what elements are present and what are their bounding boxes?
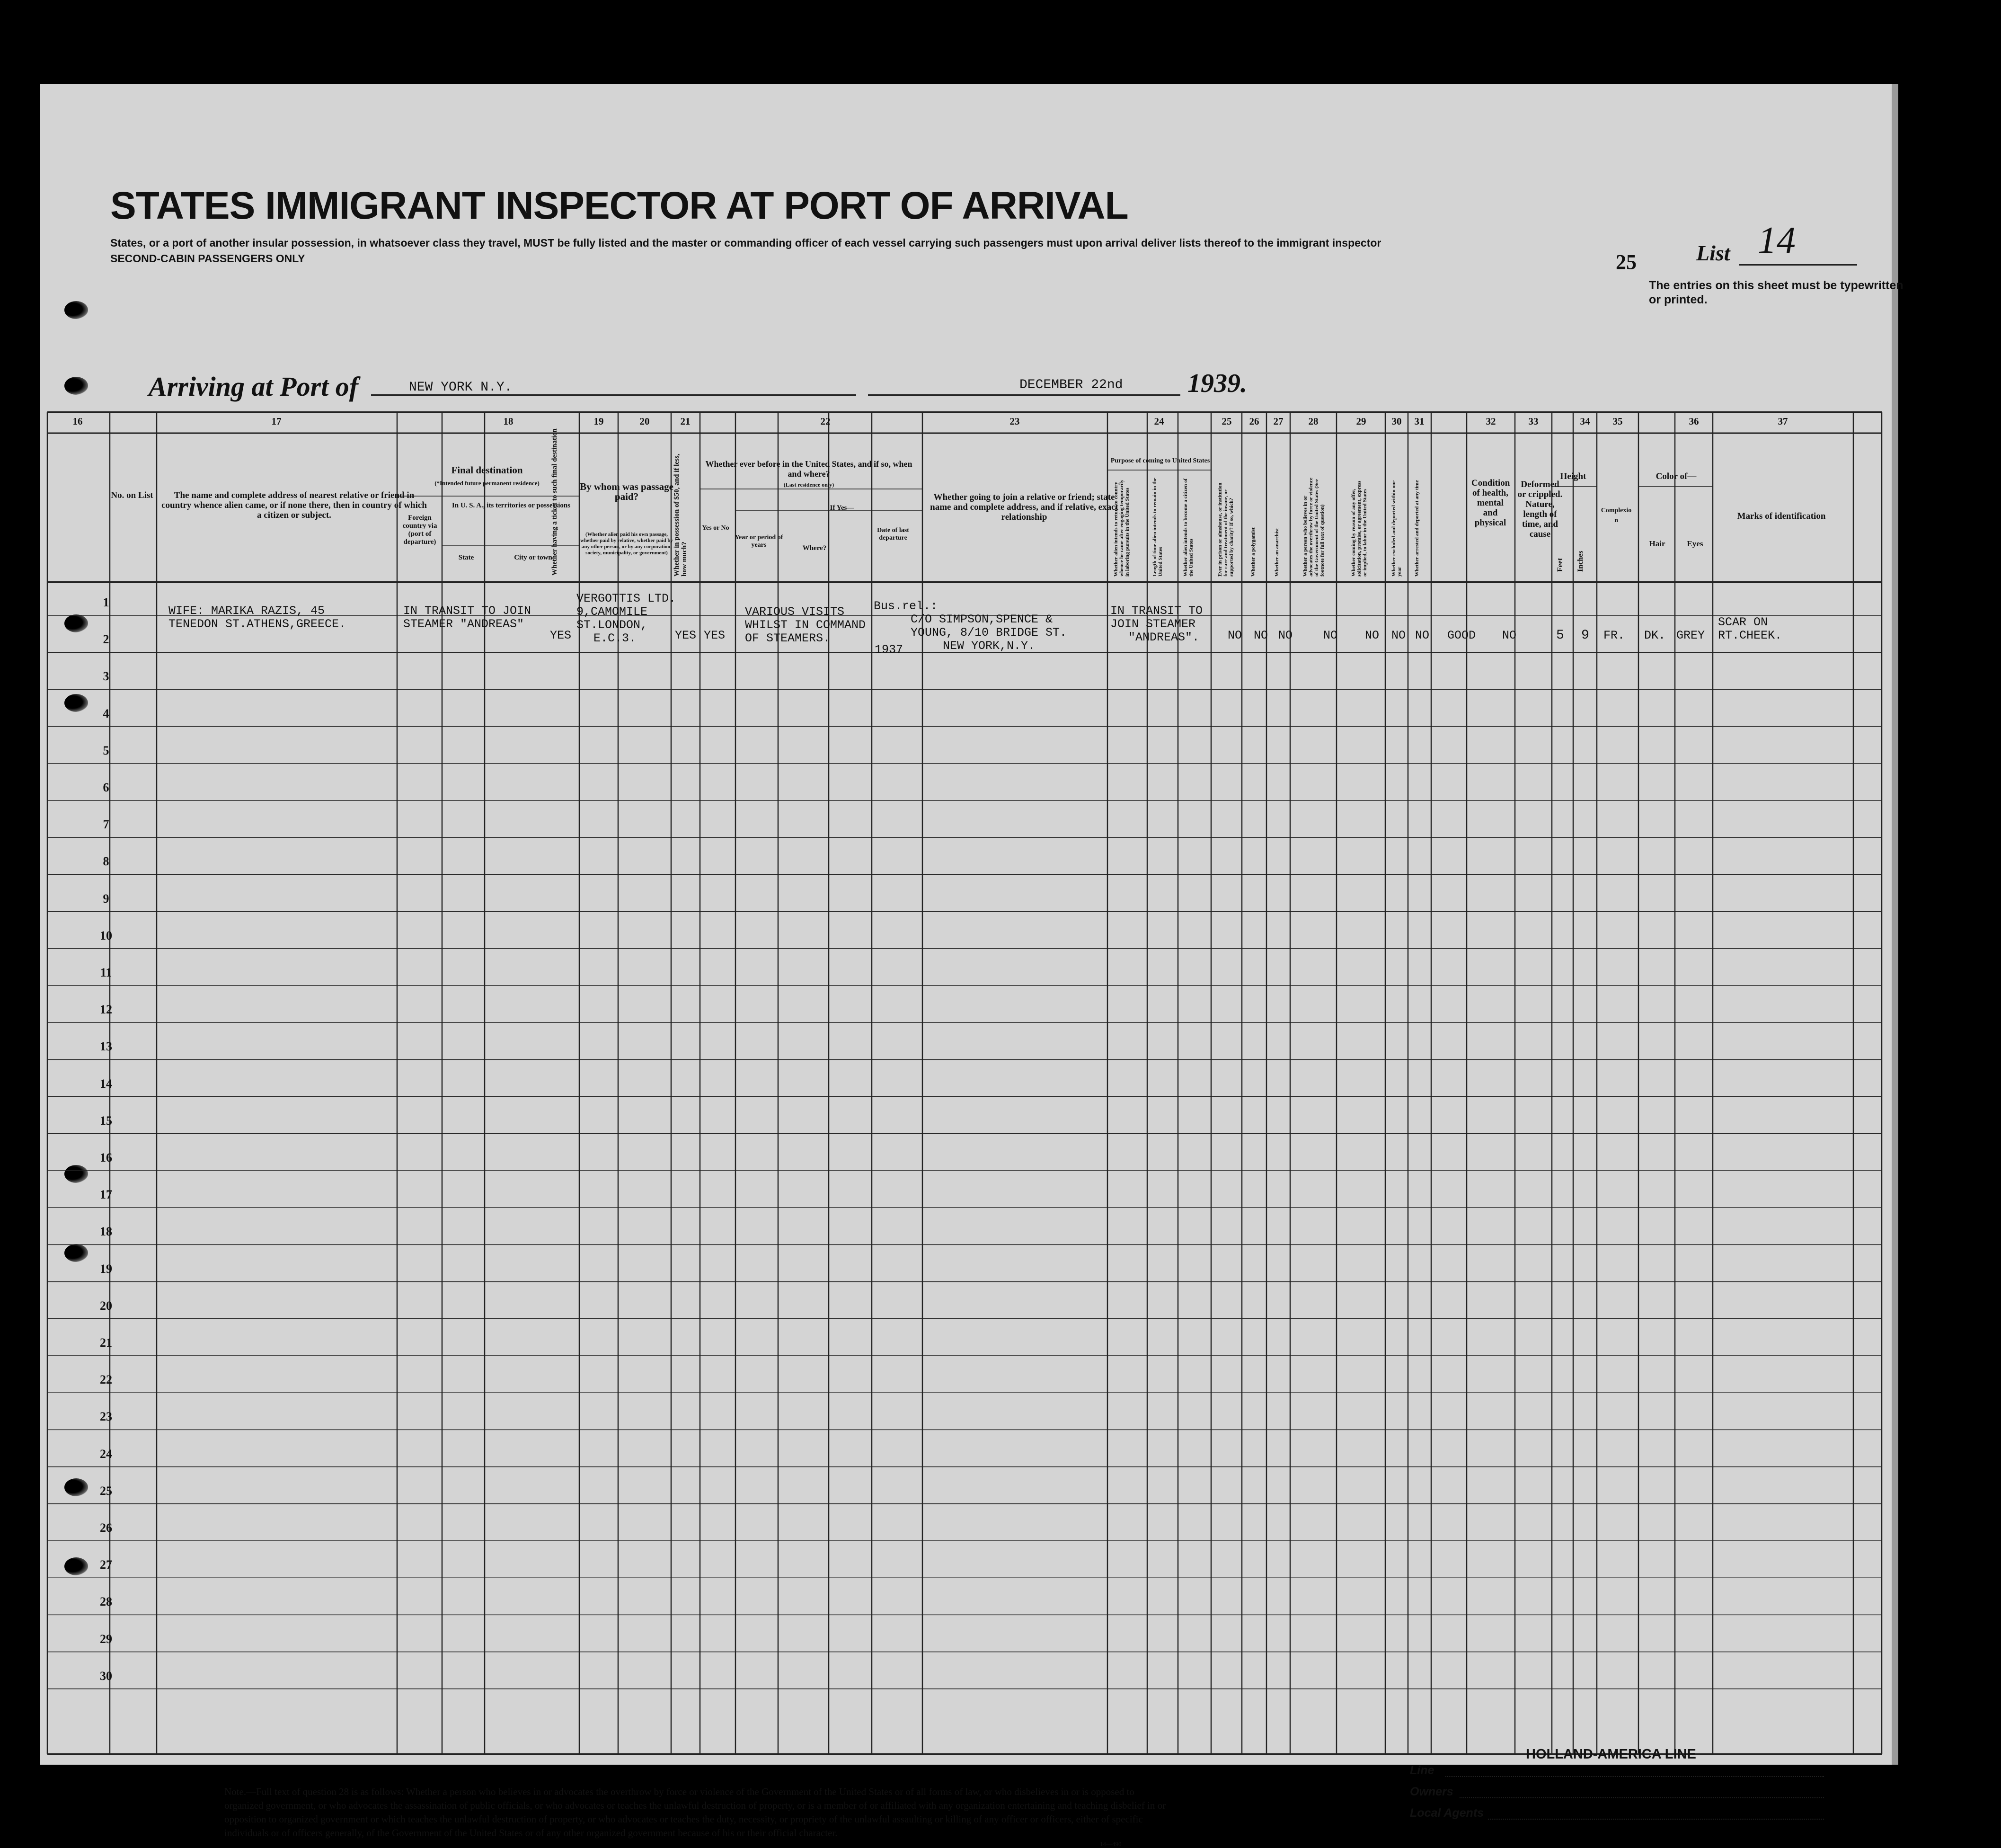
header-col-18-foreign: Foreign country via (port of departure) — [402, 514, 437, 546]
hair-value: DK. — [1644, 629, 1666, 642]
height-feet-value: 5 — [1556, 628, 1564, 643]
column-number: 26 — [1249, 416, 1259, 427]
column-number: 28 — [1308, 416, 1319, 427]
header-col-22-where: Where? — [802, 544, 827, 552]
header-col-28: Whether a person who believes in or advocates the overthrow by force or violence of the Government of the United States (See footnote for full text of question) — [1302, 478, 1325, 577]
purpose-line2: JOIN STEAMER — [1110, 617, 1196, 631]
header-col-18-title: Final destination — [451, 464, 523, 476]
column-number: 37 — [1778, 416, 1788, 427]
row-number: 3 — [103, 669, 109, 684]
header-col-36-hair: Hair — [1649, 539, 1665, 548]
agents-underline — [1488, 1819, 1824, 1820]
row-number: 17 — [100, 1188, 112, 1202]
header-col-17: The name and complete address of nearest relative or friend in country whence alien came, or if none there, then in country of which a citizen or subject. — [161, 490, 427, 520]
row-number: 19 — [100, 1262, 112, 1276]
shipping-line-value: HOLLAND-AMERICA LINE — [1526, 1747, 1696, 1762]
header-col-33: Deformed or crippled. Nature, length of time, and cause — [1517, 480, 1563, 539]
row-number: 4 — [103, 706, 109, 720]
destination-line1: IN TRANSIT TO JOIN — [403, 604, 531, 618]
form-code: 14—490 — [1100, 1840, 1122, 1848]
col28-value: NO — [1323, 629, 1338, 642]
join-relative-line3: YOUNG, 8/10 BRIDGE ST. — [911, 626, 1067, 640]
arrival-date: DECEMBER 22nd — [1019, 378, 1123, 392]
row-number: 9 — [103, 891, 109, 906]
header-no-on-list: No. on List — [111, 490, 153, 500]
header-col-22-sub: (Last residence only) — [783, 481, 834, 488]
col26-value: NO — [1254, 629, 1268, 642]
footnote-question-28: Note.—Full text of question 28 is as follows: Whether a person who believes in or advocates the overthrow by force or violence of the Government of the United States or of all forms of law, or who disbelieves in or is opposed to organized government, or who advocates the assassination of public officials, or who advocates or teaches the unlawful destruction of property, or is a member of or affiliated with any organization entertaining and teaching disbelief in or opposition to organized government or which teaches the unlawful destruction of property, or who advocates or teaches the duty, necessity, or propriety of the unlawful assaulting or killing of any officer or officers, either of specific individuals or of officers generally, of the Government of the United States or of any other organized government because of his or their official character. — [224, 1786, 1166, 1839]
list-number: 14 — [1758, 220, 1796, 261]
column-number: 27 — [1273, 416, 1284, 427]
purpose-line3: "ANDREAS". — [1128, 631, 1200, 644]
column-number: 29 — [1356, 416, 1366, 427]
header-col-32: Condition of health, mental and physical — [1471, 478, 1510, 528]
column-number: 25 — [1222, 416, 1232, 427]
col29-value: NO — [1365, 629, 1380, 642]
header-col-25: Ever in prison or almshouse, or institution for care and treatment of the insane, or supported by charity? If so, which? — [1217, 482, 1234, 577]
passage-paid-line1: VERGOTTIS LTD. — [576, 592, 676, 605]
header-col-21: Whether in possession of $50, and if less, how much? — [673, 453, 688, 577]
arriving-label: Arriving at Port of — [149, 371, 359, 402]
header-col-35: Complexion — [1601, 507, 1632, 524]
table-grid — [40, 84, 1892, 1765]
column-number: 22 — [820, 416, 831, 427]
column-number: 33 — [1528, 416, 1539, 427]
prior-visits-line2: WHILST IN COMMAND — [745, 618, 866, 632]
relative-address-line1: WIFE: MARIKA RAZIS, 45 — [168, 604, 325, 618]
destination-line2: STEAMER "ANDREAS" — [403, 617, 524, 631]
fifty-dollars-value: YES — [675, 629, 697, 642]
passage-paid-line4: E.C.3. — [593, 631, 637, 645]
passage-paid-line2: 9,CAMOMILE — [576, 605, 648, 619]
header-col-27: Whether an anarchist — [1274, 528, 1280, 577]
agents-label: Local Agents — [1410, 1806, 1484, 1820]
row-number: 5 — [103, 743, 109, 757]
row-number: 18 — [100, 1225, 112, 1239]
row-number: 16 — [100, 1151, 112, 1164]
header-col-24-a: Whether alien intends to return to country whence he came after engaging temporarily in laboring pursuits in the United States — [1113, 480, 1130, 577]
header-col-23: Whether going to join a relative or friend; state name and complete address, and if relative, exact relationship — [930, 492, 1118, 522]
row-number: 14 — [100, 1076, 112, 1091]
header-col-34-title: Height — [1560, 471, 1586, 481]
before-in-us-value: YES — [704, 629, 726, 642]
line-label: Line — [1410, 1764, 1434, 1777]
header-col-18-city: City or town — [514, 554, 552, 561]
row-number: 6 — [103, 781, 109, 794]
join-relative-line2: C/O SIMPSON,SPENCE & — [911, 613, 1053, 626]
owners-underline — [1460, 1797, 1824, 1798]
row-number: 21 — [100, 1336, 112, 1350]
column-number: 23 — [1009, 416, 1020, 427]
column-number: 20 — [639, 416, 650, 427]
row-number: 12 — [100, 1003, 112, 1017]
complexion-value: FR. — [1603, 629, 1625, 642]
header-col-29: Whether coming by reason of any offer, solicitation, promise, or agreement, express or implied, to labor in the United States — [1351, 480, 1368, 577]
row-number: 7 — [103, 817, 109, 832]
purpose-line1: IN TRANSIT TO — [1110, 604, 1203, 618]
port-value: NEW YORK N.Y. — [409, 380, 513, 395]
row-number: 2 — [103, 632, 109, 647]
header-col-20-sub: (Whether alien paid his own passage, whether paid by relative, whether paid by any other person, or by any corporation, society, municipality, or government) — [580, 532, 673, 556]
relative-address-line2: TENEDON ST.ATHENS,GREECE. — [168, 617, 346, 631]
sheet-number: 25 — [1616, 250, 1637, 274]
header-col-31: Whether arrested and deported at any time — [1414, 480, 1420, 577]
column-number: 18 — [503, 416, 514, 427]
row-number: 28 — [100, 1595, 112, 1609]
header-col-18-state: State — [458, 554, 474, 561]
entries-note: The entries on this sheet must be typewritten or printed. — [1649, 279, 1904, 306]
line-underline — [1445, 1776, 1824, 1777]
row-number: 29 — [100, 1632, 112, 1646]
column-number: 21 — [680, 416, 691, 427]
join-relative-line4: NEW YORK,N.Y. — [943, 639, 1036, 653]
row-number: 23 — [100, 1410, 112, 1424]
header-col-20: By whom was passage paid? — [580, 481, 673, 502]
header-col-37: Marks of identification — [1737, 511, 1826, 521]
header-col-24-c: Whether alien intends to become a citizen of the United States — [1183, 478, 1194, 577]
row-number: 30 — [100, 1669, 112, 1683]
list-label: List — [1696, 241, 1730, 265]
header-col-19: Whether having a ticket to such final destination — [551, 428, 558, 576]
row-number: 1 — [103, 595, 109, 609]
row-number: 10 — [100, 928, 112, 942]
row-number: 27 — [100, 1558, 112, 1572]
header-col-18-usa: In U. S. A., its territories or possessions — [452, 502, 571, 509]
header-col-36-eyes: Eyes — [1687, 539, 1703, 548]
manifest-sheet — [40, 84, 1904, 1848]
health-value: GOOD — [1447, 629, 1476, 642]
row-number: 22 — [100, 1373, 112, 1387]
header-col-22-years: Year or period of years — [735, 534, 783, 549]
row-number: 13 — [100, 1040, 112, 1054]
row-number: 11 — [100, 966, 112, 979]
header-col-36-title: Color of— — [1656, 471, 1697, 481]
owners-label: Owners — [1410, 1785, 1453, 1798]
row-number: 25 — [100, 1484, 112, 1498]
column-number: 36 — [1689, 416, 1699, 427]
column-number: 19 — [593, 416, 604, 427]
last-departure-value: 1937 — [875, 643, 903, 657]
passenger-class: SECOND-CABIN PASSENGERS ONLY — [110, 252, 305, 265]
row-number: 24 — [100, 1447, 112, 1461]
column-number: 34 — [1580, 416, 1590, 427]
join-relative-line1: Bus.rel.: — [874, 599, 938, 613]
col31-value: NO — [1415, 629, 1430, 642]
column-number: 35 — [1612, 416, 1623, 427]
header-col-26: Whether a polygamist — [1250, 527, 1256, 577]
column-number: 24 — [1154, 416, 1164, 427]
col25-value: NO — [1228, 629, 1242, 642]
row-number: 20 — [100, 1298, 112, 1313]
form-instruction: States, or a port of another insular possession, in whatsoever class they travel, MUST be fully listed and the master or commanding officer of each vessel carrying such passengers must upon arrival deliver lists thereof to the immigrant inspector — [110, 237, 1381, 249]
row-number: 26 — [100, 1521, 112, 1535]
row-number: 15 — [100, 1113, 112, 1128]
header-col-24-title: Purpose of coming to United States — [1110, 457, 1210, 464]
header-col-22-date: Date of last departure — [877, 527, 909, 542]
passage-paid-line3: ST.LONDON, — [576, 618, 648, 632]
form-title: STATES IMMIGRANT INSPECTOR AT PORT OF ARRIVAL — [110, 184, 1128, 227]
ticket-value: YES — [550, 629, 572, 642]
column-number: 31 — [1414, 416, 1425, 427]
col30-value: NO — [1391, 629, 1406, 642]
prior-visits-line1: VARIOUS VISITS — [745, 605, 845, 619]
column-number: 30 — [1391, 416, 1402, 427]
arrival-year: 1939. — [1187, 369, 1247, 398]
marks-line2: RT.CHEEK. — [1718, 629, 1782, 642]
column-number: 16 — [72, 416, 83, 427]
header-col-30: Whether excluded and deported within one year — [1391, 480, 1402, 577]
deformed-value: NO — [1502, 629, 1517, 642]
header-col-24-b: Length of time alien intends to remain in the United States — [1152, 478, 1163, 577]
column-number: 32 — [1486, 416, 1496, 427]
header-col-34-inches: Inches — [1576, 551, 1585, 572]
column-number: 17 — [271, 416, 282, 427]
header-col-22-title: Whether ever before in the United States, and if so, when and where? — [705, 459, 912, 479]
header-col-18-sub: (*Intended future permanent residence) — [434, 480, 540, 487]
header-col-22-ifyes: If Yes— — [830, 504, 854, 512]
row-number: 8 — [103, 854, 109, 869]
marks-line1: SCAR ON — [1718, 615, 1768, 629]
header-col-22-yesno: Yes or No — [702, 524, 729, 532]
col27-value: NO — [1278, 629, 1293, 642]
eyes-value: GREY — [1676, 629, 1705, 642]
header-col-34-feet: Feet — [1556, 558, 1564, 572]
height-inches-value: 9 — [1581, 628, 1589, 643]
prior-visits-line3: OF STEAMERS. — [745, 631, 831, 645]
